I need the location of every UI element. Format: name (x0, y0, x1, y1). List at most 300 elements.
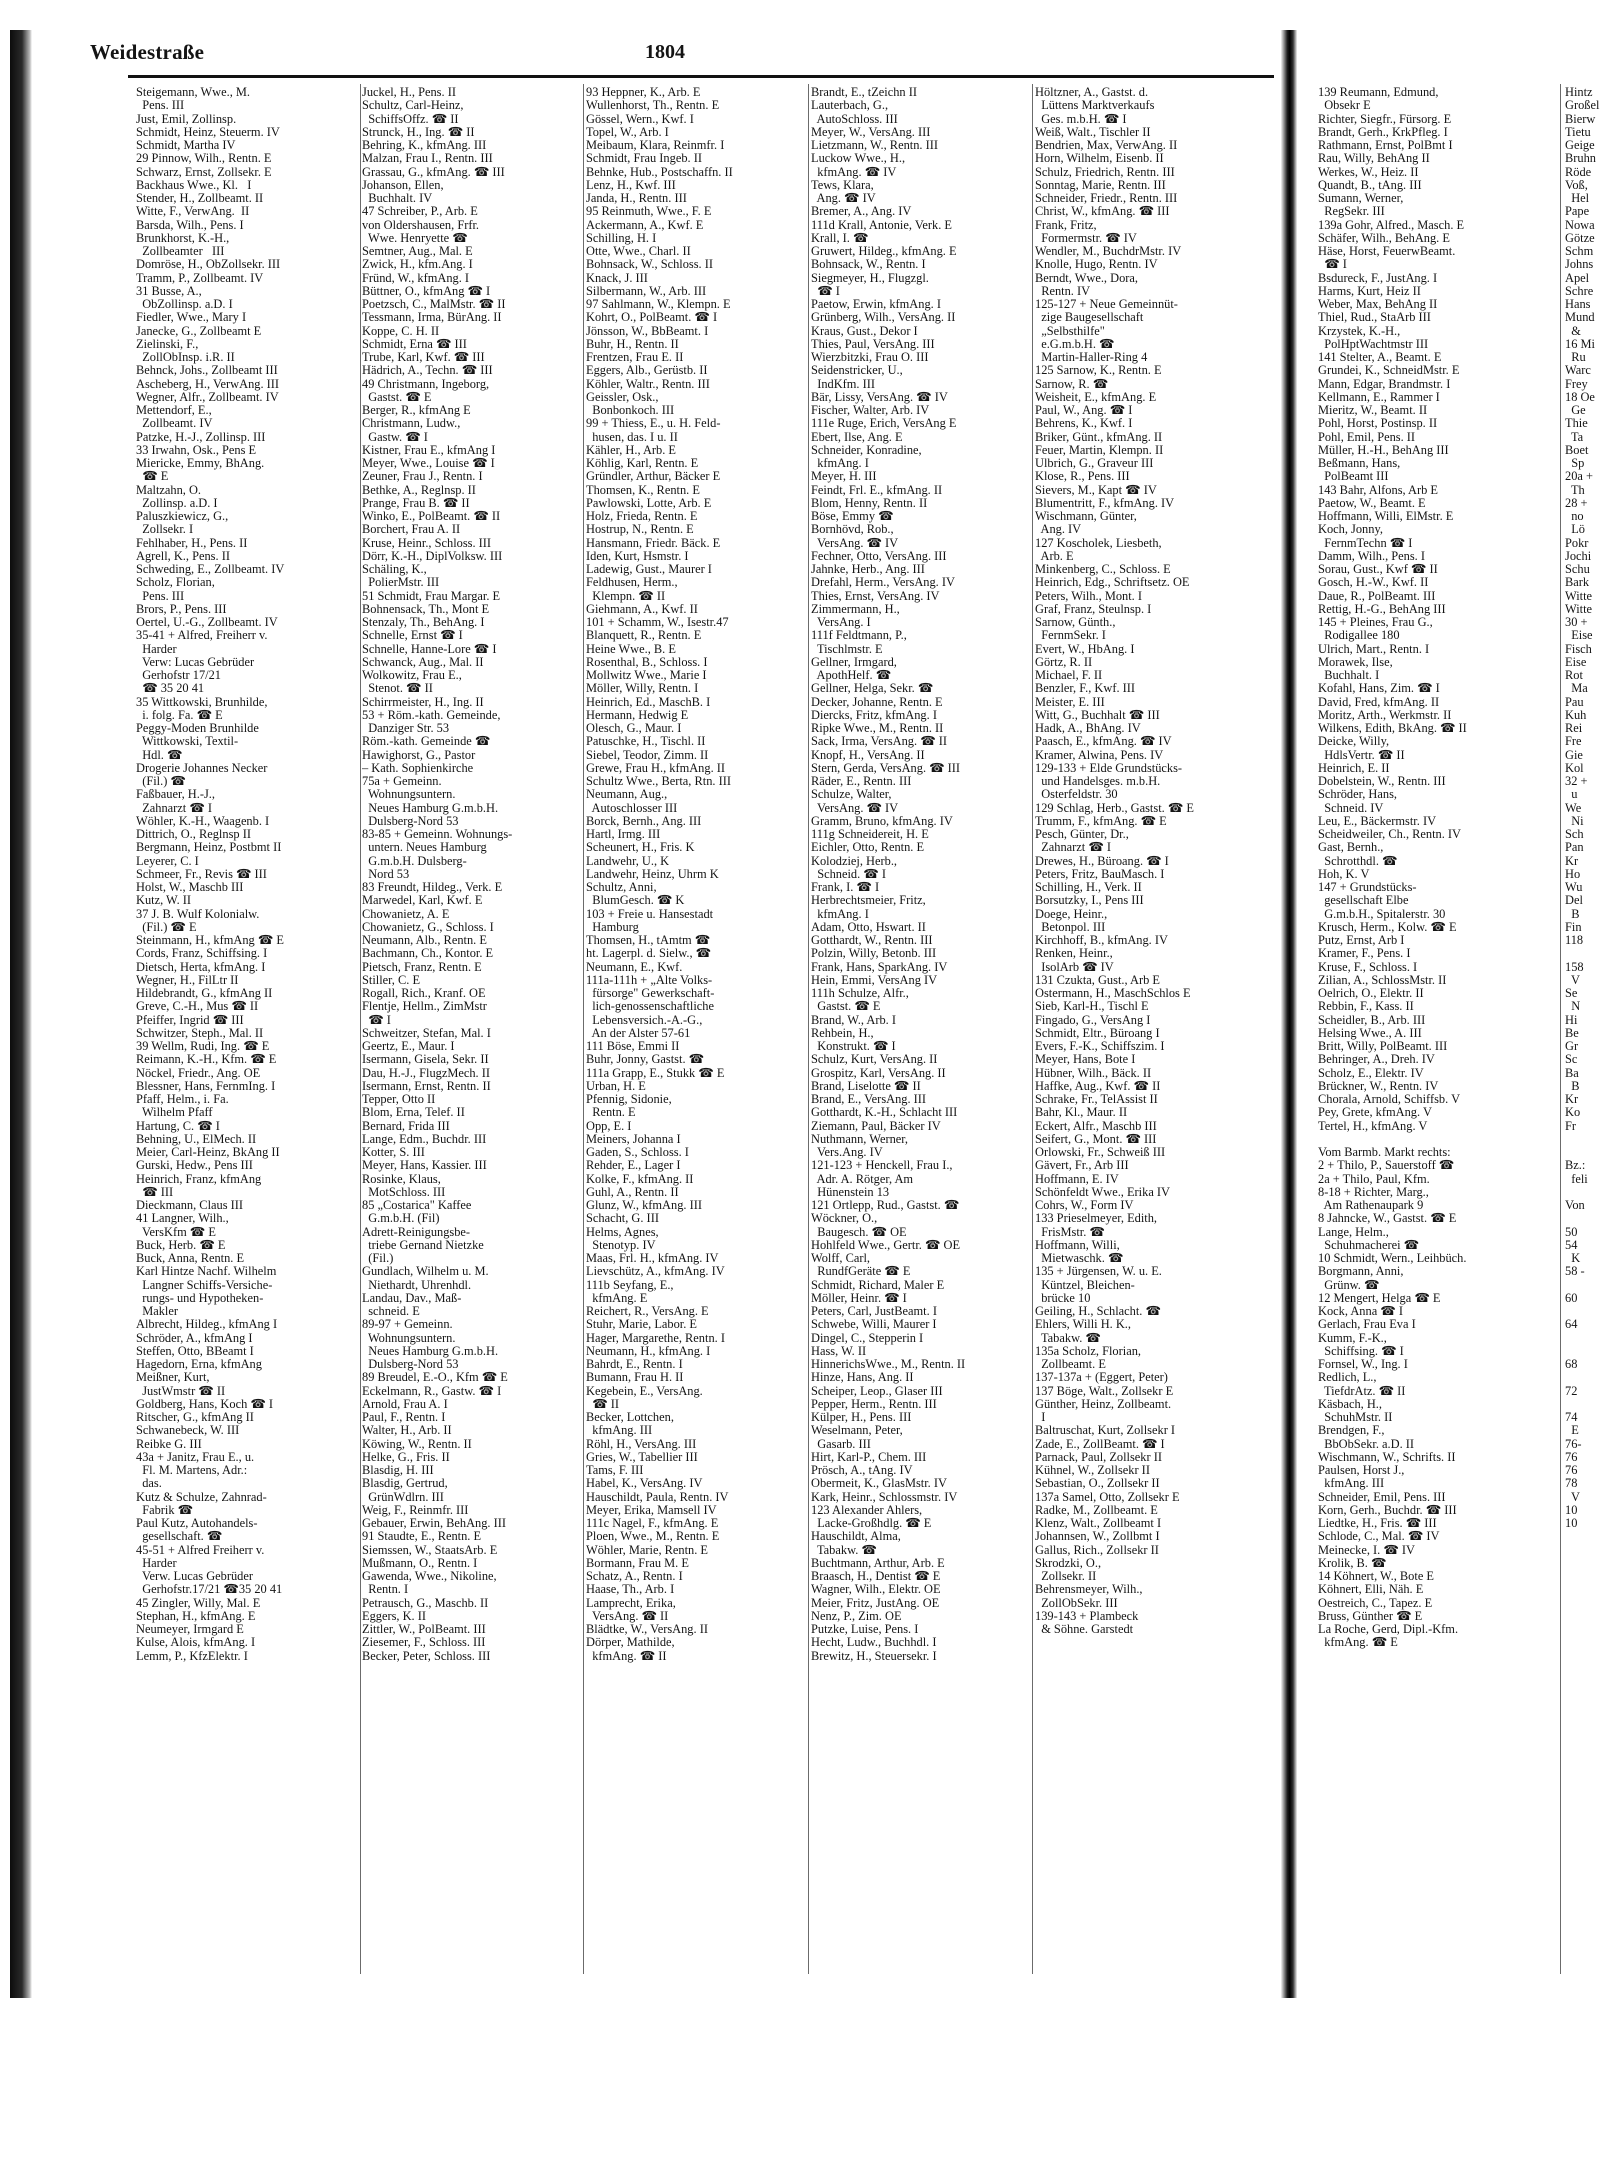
directory-entry-line: Kutz, W. II (136, 894, 192, 908)
directory-entry-line: Just, Emil, Zollinsp. (136, 112, 237, 126)
fragment-line (1565, 1398, 1600, 1411)
directory-entry-line: FernmSekr. I (1035, 629, 1106, 643)
fragment-line: 78 (1565, 1477, 1578, 1491)
directory-entry-line: Günther, Heinz, Zollbeamt. (1035, 1397, 1172, 1411)
directory-entry-line: Kramer, Alwina, Pens. IV (1035, 748, 1164, 762)
fragment-line: Ma (1565, 682, 1588, 696)
directory-entry-line: 137a Samel, Otto, Zollsekr E (1035, 1490, 1180, 1504)
directory-entry-line: Opp, E. I (586, 1119, 632, 1133)
directory-entry-line: Wagner, Wilh., Elektr. OE (811, 1583, 941, 1597)
directory-entry-line: kfmAng. I (811, 907, 869, 921)
directory-entry-line: Harder (136, 1556, 177, 1570)
directory-entry-line: 133 Prieselmeyer, Edith, (1035, 1212, 1158, 1226)
directory-entry-line: Schmidt, Erna ☎ III (362, 337, 467, 351)
directory-entry-line: Braasch, H., Dentist ☎ E (811, 1570, 941, 1583)
directory-entry-line: GrünWdlrn. III (362, 1490, 444, 1504)
directory-entry-line: Peggy-Moden Brunhilde (136, 722, 259, 735)
directory-entry-line: Gellner, Irmgard, (811, 655, 897, 669)
directory-entry-line: Daue, R., PolBeamt. III (1318, 589, 1436, 603)
directory-entry-line: Redlich, L., (1318, 1371, 1377, 1385)
directory-entry-line: Gruwert, Hildeg., kfmAng. E (811, 245, 957, 258)
directory-entry-line: FernmTechn ☎ I (1318, 536, 1413, 550)
directory-entry-line: Jönsson, W., BbBeamt. I (586, 324, 709, 338)
directory-entry-line: Gries, W., Tabellier III (586, 1450, 698, 1464)
directory-entry-line: Minkenberg, C., Schloss. E (1035, 563, 1171, 576)
directory-entry-line: Martin-Haller-Ring 4 (1035, 351, 1148, 364)
directory-entry-line: Patuschke, H., Tischl. II (586, 735, 706, 749)
directory-entry-line: 147 + Grundstücks- (1318, 881, 1417, 894)
column-divider (583, 84, 584, 1974)
directory-entry-line: Siemssen, W., StaatsArb. E (362, 1543, 498, 1557)
directory-entry-line: brücke 10 (1035, 1291, 1091, 1305)
directory-entry-line: Heinrich, Ed., MaschB. I (586, 695, 711, 709)
directory-entry-line: kfmAng. ☎ II (586, 1649, 667, 1663)
directory-entry-line: Grospitz, Karl, VersAng. II (811, 1066, 946, 1080)
directory-entry-line: Tischlmstr. E (811, 642, 883, 656)
directory-entry-line: Malzan, Frau I., Rentn. III (362, 152, 493, 166)
directory-entry-line: Siebel, Teodor, Zimm. II (586, 748, 709, 762)
directory-entry-line: Schäling, K., (362, 563, 427, 576)
directory-entry-line: 99 + Thiess, E., u. H. Feld- (586, 417, 721, 431)
directory-entry-line: Am Rathenaupark 9 (1318, 1199, 1424, 1212)
directory-entry-line: Feindt, Frl. E., kfmAng. II (811, 483, 943, 497)
directory-entry-line: Rau, Willy, BehAng II (1318, 152, 1430, 166)
directory-entry-line: 14 Köhnert, W., Bote E (1318, 1570, 1434, 1583)
directory-entry-line: 145 + Pleines, Frau G., (1318, 616, 1433, 629)
directory-entry-line: VersAng. ☎ IV (811, 801, 899, 815)
directory-entry-line: Röhl, H., VersAng. III (586, 1437, 697, 1451)
directory-entry-line: Blädtke, W., VersAng. II (586, 1623, 708, 1636)
fragment-line: K (1565, 1252, 1581, 1265)
directory-entry-line: Rehder, E., Lager I (586, 1159, 681, 1173)
fragment-line: Gr (1565, 1040, 1579, 1053)
directory-entry-line: kfmAng. III (586, 1424, 653, 1438)
directory-entry-line: Klenz, Walt., Zollbeamt I (1035, 1517, 1162, 1530)
directory-entry-line: 95 Reinmuth, Wwe., F. E (586, 205, 712, 219)
directory-entry-line: Seifert, G., Mont. ☎ III (1035, 1132, 1157, 1146)
directory-entry-line: Paul, W., Ang. ☎ I (1035, 404, 1133, 417)
directory-entry-line: Haffke, Aug., Kwf. ☎ II (1035, 1079, 1161, 1093)
directory-entry-line: Paetow, Erwin, kfmAng. I (811, 298, 941, 311)
directory-entry-line: kfmAng. ☎ IV (811, 165, 897, 179)
fragment-line: 10 (1565, 1503, 1578, 1517)
directory-entry-line: 125-127 + Neue Gemeinnüt- (1035, 298, 1178, 311)
directory-entry-line: Petrausch, G., Maschb. II (362, 1596, 489, 1610)
directory-entry-line: Witte, F., VerwAng. II (136, 205, 250, 219)
directory-entry-line: Zahnarzt ☎ I (136, 801, 212, 815)
directory-entry-line: Böse, Emmy ☎ (811, 510, 894, 523)
directory-entry-line: Baugesch. ☎ OE (811, 1225, 907, 1239)
directory-entry-line: Heinrich, E. II (1318, 761, 1390, 775)
fragment-line: Hi (1565, 1013, 1578, 1027)
directory-entry-line: Borck, Bernh., Ang. III (586, 814, 702, 828)
directory-entry-line: Poetzsch, C., MalMstr. ☎ II (362, 298, 506, 311)
directory-entry-line: triebe Gernand Nietzke (362, 1238, 484, 1252)
directory-entry-line: Hass, W. II (811, 1344, 867, 1358)
directory-entry-line: ObZollinsp. a.D. I (136, 298, 233, 311)
directory-entry-line: Feldhusen, Herm., (586, 576, 678, 590)
directory-entry-line: Briker, Günt., kfmAng. II (1035, 430, 1163, 444)
directory-entry-line: Hildebrandt, G., kfmAng II (136, 987, 273, 1000)
directory-entry-line: 45 Zingler, Willy, Mal. E (136, 1596, 261, 1610)
directory-entry-line: Meier, Carl-Heinz, BkAng II (136, 1146, 280, 1159)
directory-entry-line: Urban, H. E (586, 1079, 646, 1093)
directory-entry-line: Iden, Kurt, Hsmstr. I (586, 549, 689, 563)
directory-entry-line: La Roche, Gerd, Dipl.-Kfm. (1318, 1623, 1459, 1636)
directory-entry-line: Schmidt, Richard, Maler E (811, 1278, 945, 1292)
directory-entry-line: Gävert, Fr., Arb III (1035, 1159, 1129, 1173)
directory-entry-line: Schuhmacherei ☎ (1318, 1238, 1420, 1252)
directory-entry-line: Pens. III (136, 99, 185, 113)
directory-entry-line: Schröder, A., kfmAng I (136, 1331, 253, 1345)
directory-entry-line: Stephan, H., kfmAng. E (136, 1609, 256, 1623)
directory-entry-line: Köhler, Waltr., Rentn. III (586, 377, 710, 391)
directory-entry-line: 141 Stelter, A., Beamt. E (1318, 351, 1442, 364)
directory-entry-line: Behnck, Johs., Zollbeamt III (136, 364, 278, 378)
directory-entry-line: Peters, Fritz, BauMasch. I (1035, 867, 1165, 881)
directory-entry-line: Siegmeyer, H., Flugzgl. (811, 271, 929, 285)
directory-entry-line: Liedtke, H., Fris. ☎ III (1318, 1517, 1437, 1530)
directory-entry-line: Schnelle, Ernst ☎ I (362, 629, 463, 643)
directory-entry-line: 49 Christmann, Ingeborg, (362, 377, 490, 391)
directory-entry-line: Sievers, M., Kapt ☎ IV (1035, 483, 1157, 497)
fragment-line (1565, 1133, 1600, 1146)
directory-entry-line: 111a Grapp, E., Stukk ☎ E (586, 1066, 725, 1080)
directory-entry-line: Käsbach, H., (1318, 1397, 1382, 1411)
fragment-line: Eise (1565, 655, 1587, 669)
directory-entry-line: Cohrs, W., Form IV (1035, 1199, 1134, 1212)
fragment-line: V (1565, 973, 1580, 987)
directory-entry-line: Trube, Karl, Kwf. ☎ III (362, 351, 485, 364)
fragment-line: B (1565, 1079, 1580, 1093)
directory-entry-line: Büttner, O., kfmAng ☎ I (362, 284, 491, 298)
directory-entry-line: Maas, Frl. H., kfmAng. IV (586, 1252, 719, 1265)
directory-entry-line: 131 Czukta, Gust., Arb E (1035, 973, 1160, 987)
directory-entry-line: Hauschildt, Alma, (811, 1530, 901, 1544)
directory-entry-line: Landau, Dav., Maß- (362, 1291, 462, 1305)
directory-entry-line: Verw. Lucas Gebrüder (136, 1570, 253, 1583)
directory-entry-line: Paluszkiewicz, G., (136, 510, 229, 523)
directory-entry-line: Nöckel, Friedr., Ang. OE (136, 1066, 261, 1080)
directory-entry-line: Dulsberg-Nord 53 (362, 814, 459, 828)
directory-entry-line: Brunkhorst, K.-H., (136, 231, 230, 245)
directory-entry-line: Leyerer, C. I (136, 854, 199, 868)
fragment-line (1565, 1212, 1600, 1225)
fragment-line: Fisch (1565, 642, 1592, 656)
directory-entry-line: & Söhne. Garstedt (1035, 1623, 1134, 1636)
directory-entry-line: Hoffmann, Willi, ElMstr. E (1318, 510, 1454, 523)
directory-entry-line: Rentn. E (586, 1106, 636, 1120)
directory-entry-line: Görtz, R. II (1035, 655, 1093, 669)
directory-entry-line: Helsing Wwe., A. III (1318, 1026, 1422, 1040)
directory-entry-line: Meyer, W., VersAng. III (811, 125, 931, 139)
directory-entry-line: Nenz, P., Zim. OE (811, 1609, 902, 1623)
directory-entry-line: 135a Scholz, Florian, (1035, 1344, 1141, 1358)
directory-entry-line: Ehlers, Willi H. K., (1035, 1318, 1131, 1332)
directory-entry-line: Becker, Lottchen, (586, 1411, 674, 1424)
directory-entry-line: Haase, Th., Arb. I (586, 1583, 675, 1597)
directory-entry-line: Reichert, R., VersAng. E (586, 1305, 709, 1318)
fragment-line: Ko (1565, 1106, 1581, 1120)
directory-entry-line: Pawlowski, Lotte, Arb. E (586, 496, 712, 510)
directory-entry-line: Danziger Str. 53 (362, 722, 450, 735)
directory-entry-line: Faßbauer, H.-J., (136, 788, 215, 802)
directory-entry-line: Bergmann, Heinz, Postbmt II (136, 841, 282, 855)
fragment-line: Ni (1565, 814, 1584, 828)
directory-entry-line: Wohnungsuntern. (362, 788, 456, 802)
directory-entry-line: Grünw. ☎ (1318, 1278, 1380, 1292)
fragment-line: Pau (1565, 695, 1584, 709)
directory-entry-line: Paasch, E., kfmAng. ☎ IV (1035, 735, 1172, 749)
directory-entry-line: Heinrich, Edg., Schriftsetz. OE (1035, 576, 1190, 590)
directory-entry-line: Koppe, C. H. II (362, 324, 440, 338)
directory-entry-line: Mietwaschk. ☎ (1035, 1252, 1124, 1265)
directory-entry-line: Dulsberg-Nord 53 (362, 1358, 459, 1371)
directory-entry-line: Otte, Wwe., Charl. II (586, 245, 691, 258)
directory-entry-line: ApothHelf. ☎ (811, 669, 892, 682)
directory-entry-line: Schrake, Fr., TelAssist II (1035, 1093, 1158, 1106)
directory-entry-line: Zollinsp. a.D. I (136, 496, 218, 510)
directory-column-2 (362, 86, 582, 1663)
fragment-line: 74 (1565, 1411, 1578, 1424)
directory-entry-line: Bornhövd, Rob., (811, 523, 894, 537)
directory-entry-line: Grünberg, Wilh., VersAng. II (811, 311, 956, 325)
directory-entry-line: Drewes, H., Büroang. ☎ I (1035, 854, 1169, 868)
directory-entry-line: Bsdureck, F., JustAng. I (1318, 271, 1438, 285)
fragment-line: Gie (1565, 748, 1583, 762)
directory-entry-line: 111c Nagel, F., kfmAng. E (586, 1517, 719, 1530)
fragment-line: Rot (1565, 669, 1583, 682)
directory-entry-line: Miericke, Emmy, BhAng. (136, 457, 265, 470)
fragment-line: Wu (1565, 881, 1583, 894)
directory-entry-line: Hirt, Karl-P., Chem. III (811, 1450, 927, 1464)
directory-entry-line: Steffen, Otto, BBeamt I (136, 1344, 254, 1358)
fragment-line: B (1565, 907, 1580, 921)
directory-entry-line: Zeuner, Frau J., Rentn. I (362, 470, 483, 484)
fragment-line: Warc (1565, 364, 1591, 378)
fragment-line: Fre (1565, 735, 1582, 749)
directory-entry-line: Wischmann, Günter, (1035, 510, 1137, 523)
directory-entry-line: Lauterbach, G., (811, 99, 889, 113)
directory-entry-line: Grewe, Frau H., kfmAng. II (586, 761, 726, 775)
directory-entry-line: „Selbsthilfe" (1035, 324, 1105, 338)
fragment-line: Boet (1565, 443, 1589, 457)
scan-edge-shadow (10, 30, 32, 1998)
directory-entry-line: gesellschaft. ☎ (136, 1530, 223, 1544)
directory-entry-line: 143 Bahr, Alfons, Arb E (1318, 483, 1438, 497)
directory-entry-line: Schilling, H., Verk. II (1035, 881, 1142, 894)
fragment-line: Ge (1565, 404, 1586, 417)
directory-entry-line: Weisheit, E., kfmAng. E (1035, 390, 1157, 404)
directory-entry-line: Meister, E. III (1035, 695, 1105, 709)
directory-entry-line: Seidenstricker, U., (811, 364, 903, 378)
directory-entry-line (1318, 1133, 1558, 1146)
directory-entry-line: Heinrich, Franz, kfmAng (136, 1172, 262, 1186)
directory-entry-line: Mollwitz Wwe., Marie I (586, 669, 707, 682)
directory-entry-line: Dobelstein, W., Rentn. III (1318, 775, 1446, 788)
directory-entry-line: 111b Seyfang, E., (586, 1278, 674, 1292)
directory-entry-line: VersAng. I (811, 616, 871, 629)
directory-entry-line: Mieritz, W., Beamt. II (1318, 404, 1428, 417)
fragment-line: Pokr (1565, 536, 1589, 550)
directory-entry-line: Schultz, Anni, (586, 881, 657, 894)
directory-entry-line: Rosinke, Klaus, (362, 1172, 441, 1186)
directory-entry-line: Eichler, Otto, Rentn. E (811, 841, 925, 855)
directory-entry-line: 51 Schmidt, Frau Margar. E (362, 589, 501, 603)
directory-entry-line: rungs- und Hypotheken- (136, 1291, 264, 1305)
directory-entry-line: 35-41 + Alfred, Freiherr v. (136, 629, 268, 643)
directory-entry-line: Kulse, Alois, kfmAng. I (136, 1636, 256, 1650)
directory-entry-line: Isermann, Ernst, Rentn. II (362, 1079, 491, 1093)
directory-entry-line: Kotter, S. III (362, 1146, 425, 1159)
directory-entry-line: ZollObSekr. III (1035, 1596, 1118, 1610)
directory-entry-line: Knack, J. III (586, 271, 648, 285)
fragment-line: u (1565, 788, 1578, 802)
directory-entry-line: Külper, H., Pens. III (811, 1411, 912, 1424)
fragment-line: 54 (1565, 1238, 1578, 1252)
directory-entry-line: Orlowski, Fr., Schweiß III (1035, 1146, 1166, 1159)
directory-entry-line: Gerlach, Frau Eva I (1318, 1318, 1416, 1332)
directory-entry-line: Meinecke, I. ☎ IV (1318, 1543, 1415, 1557)
directory-entry-line: Tabakw. ☎ (1035, 1331, 1101, 1345)
directory-entry-line: Behring, K., kfmAng. III (362, 139, 487, 152)
directory-entry-line: Luckow Wwe., H., (811, 152, 906, 166)
directory-entry-line: Thies, Ernst, VersAng. IV (811, 589, 940, 603)
directory-entry-line: Vers.Ang. IV (811, 1146, 883, 1159)
directory-entry-line: Wilhelm Pfaff (136, 1106, 213, 1120)
fragment-line: Be (1565, 1026, 1579, 1040)
directory-entry-line: Meibaum, Klara, Reinmfr. I (586, 139, 725, 152)
directory-entry-line: Ziemann, Paul, Bäcker IV (811, 1119, 941, 1133)
directory-entry-line: Gellner, Helga, Sekr. ☎ (811, 682, 934, 696)
directory-entry-line: Blumentritt, F., kfmAng. IV (1035, 496, 1175, 510)
directory-entry-line: 83 Freundt, Hildeg., Verk. E (362, 881, 503, 894)
directory-entry-line: Michael, F. II (1035, 669, 1103, 682)
directory-entry-line: Tams, F. III (586, 1464, 644, 1477)
directory-entry-line: 85 „Costarica" Kaffee (362, 1199, 472, 1212)
directory-entry-line: Gallus, Rich., Zollsekr II (1035, 1543, 1159, 1557)
directory-entry-line: Neumann, Alb., Rentn. E (362, 934, 487, 947)
directory-entry-line: Feuer, Martin, Klempn. II (1035, 443, 1164, 457)
directory-entry-line: Semtner, Aug., Mal. E (362, 245, 473, 258)
directory-entry-line: 111h Schulze, Alfr., (811, 987, 909, 1000)
directory-entry-line: Putz, Ernst, Arb I (1318, 934, 1405, 947)
directory-entry-line: Schwanebeck, W. III (136, 1424, 240, 1438)
directory-entry-line: Ackermann, A., Kwf. E (586, 218, 704, 232)
directory-entry-line: Steigemann, Wwe., M. (136, 86, 251, 99)
directory-entry-line: 129 Schlag, Herb., Gastst. ☎ E (1035, 801, 1194, 815)
fragment-line: 72 (1565, 1384, 1578, 1398)
directory-entry-line: Prange, Frau B. ☎ II (362, 496, 470, 510)
fragment-line (1565, 1186, 1600, 1199)
directory-entry-line: Schmidt, Martha IV (136, 139, 236, 152)
directory-entry-line: JustWmstr ☎ II (136, 1384, 226, 1398)
directory-entry-line: Bahrdt, E., Rentn. I (586, 1358, 683, 1371)
directory-entry-line: Janda, H., Rentn. III (586, 192, 687, 205)
fragment-line: Jochi (1565, 549, 1592, 563)
fragment-line: 58 - (1565, 1265, 1585, 1279)
fragment-line: Nowa (1565, 218, 1595, 232)
directory-entry-line: Juckel, H., Pens. II (362, 86, 456, 99)
directory-entry-line: von Oldershausen, Frfr. (362, 218, 480, 232)
directory-entry-line: Wegner, H., FilLtr II (136, 973, 239, 987)
fragment-line: 10 (1565, 1517, 1578, 1530)
directory-entry-line: 75a + Gemeinn. (362, 775, 442, 788)
directory-entry-line: Lamprecht, Erika, (586, 1596, 676, 1610)
directory-entry-line: Landwehr, U., K (586, 854, 670, 868)
directory-entry-line: Bormann, Frau M. E (586, 1556, 689, 1570)
fragment-line: Frey (1565, 377, 1588, 391)
fragment-line: Großel (1565, 99, 1600, 113)
fragment-line: Geige (1565, 139, 1595, 152)
directory-entry-line: Mann, Edgar, Brandmstr. I (1318, 377, 1451, 391)
directory-entry-line: 135 + Jürgensen, W. u. E. (1035, 1265, 1162, 1279)
fragment-line: Ba (1565, 1066, 1579, 1080)
directory-entry-line: Buhr, Jonny, Gastst. ☎ (586, 1053, 705, 1067)
directory-entry-line: Becker, Peter, Schloss. III (362, 1649, 491, 1663)
directory-entry-line: 121-123 + Henckell, Frau I., (811, 1159, 953, 1173)
fragment-line: 16 Mi (1565, 337, 1595, 351)
directory-entry-line: Glunz, W., kfmAng. III (586, 1199, 702, 1212)
directory-entry-line: SchuhMstr. II (1318, 1411, 1393, 1424)
directory-entry-line: Polzin, Willy, Betonb. III (811, 947, 937, 961)
fragment-line: Schre (1565, 284, 1594, 298)
column-divider (808, 84, 809, 1974)
directory-entry-line: 111 Böse, Emmi II (586, 1040, 680, 1053)
directory-entry-line: Pohl, Horst, Postinsp. II (1318, 417, 1438, 431)
directory-entry-line: Beßmann, Hans, (1318, 457, 1401, 470)
directory-entry-line: Agrell, K., Pens. II (136, 549, 230, 563)
directory-entry-line: Berndt, Wwe., Dora, (1035, 271, 1138, 285)
fragment-line: Hel (1565, 192, 1590, 205)
directory-entry-line: Tepper, Otto II (362, 1093, 436, 1106)
directory-entry-line: G.m.b.H., Spitalerstr. 30 (1318, 907, 1446, 921)
directory-entry-line: ☎ I (811, 284, 840, 298)
book-gutter (1281, 30, 1297, 1998)
directory-entry-line: Kock, Anna ☎ I (1318, 1305, 1403, 1318)
directory-entry-line: Buchtmann, Arthur, Arb. E (811, 1556, 945, 1570)
directory-entry-line: Mettendorf, E., (136, 404, 212, 417)
fragment-line: Bz.: (1565, 1159, 1586, 1173)
directory-entry-line: Kruse, Heinr., Schloss. III (362, 536, 492, 550)
directory-entry-line: Geertz, E., Maur. I (362, 1040, 455, 1053)
directory-entry-line: Dau, H.-J., FlugzMech. II (362, 1066, 491, 1080)
directory-entry-line: (Fil.) ☎ E (136, 920, 197, 934)
directory-entry-line: kfmAng. ☎ E (1318, 1636, 1398, 1650)
directory-entry-line: Bohnsack, W., Rentn. I (811, 258, 926, 272)
directory-entry-line: Neumann, H., kfmAng. I (586, 1344, 711, 1358)
directory-entry-line: Kühnel, W., Zollsekr II (1035, 1464, 1150, 1477)
directory-entry-line: 137-137a + (Eggert, Peter) (1035, 1371, 1168, 1385)
directory-entry-line: Eggers, K. II (362, 1609, 426, 1623)
directory-entry-line: 121 Ortlepp, Rud., Gastst. ☎ (811, 1199, 960, 1212)
directory-entry-line: Wilkens, Edith, BkAng. ☎ II (1318, 722, 1467, 735)
directory-entry-line: MotSchloss. III (362, 1185, 446, 1199)
fragment-line: 32 + (1565, 775, 1588, 788)
directory-entry-line: ☎ I (1318, 258, 1347, 272)
directory-entry-line: Eggers, Alb., Gerüstb. II (586, 364, 708, 378)
directory-entry-line: Weig, F., Reinmfr. III (362, 1503, 469, 1517)
directory-entry-line: Schneider, Emil, Pens. III (1318, 1490, 1446, 1504)
directory-entry-line: VersAng. ☎ II (586, 1609, 669, 1623)
directory-entry-line: Schneid. IV (1318, 801, 1384, 815)
directory-entry-line: Stuhr, Marie, Labor. E (586, 1318, 697, 1332)
directory-entry-line: Zollsekr. II (1035, 1570, 1097, 1583)
directory-entry-line: Klempn. ☎ II (586, 589, 666, 603)
directory-entry-line: Ziesemer, F., Schloss. III (362, 1636, 486, 1650)
directory-entry-line: Kohrt, O., PolBeamt. ☎ I (586, 311, 718, 325)
directory-entry-line: Wwe. Henryette ☎ (362, 231, 468, 245)
